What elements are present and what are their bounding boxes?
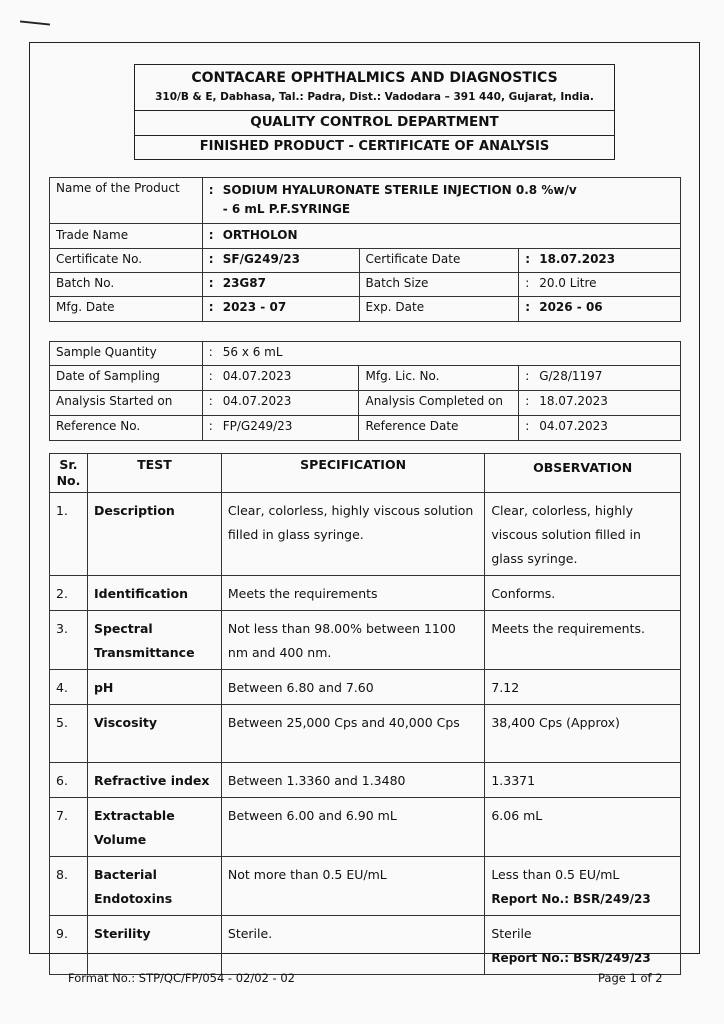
row-test: Bacterial Endotoxins bbox=[87, 857, 221, 916]
analysis-started-value: 04.07.2023 bbox=[222, 394, 292, 408]
exp-date-value: 2026 - 06 bbox=[539, 300, 603, 314]
row-observation bbox=[485, 857, 681, 916]
row-observation: 7.12 bbox=[485, 670, 681, 705]
certificate-date-field: : 18.07.2023 bbox=[519, 249, 681, 273]
exp-date-field: : 2026 - 06 bbox=[519, 297, 681, 322]
company-address: 310/B & E, Dabhasa, Tal.: Padra, Dist.: Vadodara – 391 440, Gujarat, India. bbox=[155, 91, 594, 103]
row-sr: 8. bbox=[50, 857, 88, 916]
reference-no-value: FP/G249/23 bbox=[222, 419, 293, 433]
row-sr: 6. bbox=[50, 763, 88, 798]
divider bbox=[135, 110, 614, 111]
batch-no-label: Batch No. bbox=[50, 273, 203, 297]
exp-date-label: Exp. Date bbox=[359, 297, 519, 322]
observation-text: Sterile bbox=[491, 926, 532, 941]
reference-no-label: Reference No. bbox=[50, 416, 203, 441]
row-observation: Meets the requirements. bbox=[485, 611, 681, 670]
row-test: Refractive index bbox=[87, 763, 221, 798]
row-sr: 4. bbox=[50, 670, 88, 705]
row-sr: 5. bbox=[50, 705, 88, 763]
row-test: Description bbox=[87, 493, 221, 576]
row-sr: 2. bbox=[50, 576, 88, 611]
mfg-date-field: : 2023 - 07 bbox=[202, 297, 359, 322]
sampling-date-label: Date of Sampling bbox=[50, 366, 203, 391]
reference-date-field: : 04.07.2023 bbox=[519, 416, 681, 441]
trade-name-label: Trade Name bbox=[50, 224, 203, 249]
row-sr: 1. bbox=[50, 493, 88, 576]
table-row bbox=[50, 763, 681, 798]
mfg-date-label: Mfg. Date bbox=[50, 297, 203, 322]
trade-name-value: ORTHOLON bbox=[222, 228, 298, 242]
row-observation: 6.06 mL bbox=[485, 798, 681, 857]
product-name-value: : SODIUM HYALURONATE STERILE INJECTION 0.8 %w/v - 6 mL P.F.SYRINGE bbox=[202, 178, 680, 224]
batch-no-value: 23G87 bbox=[222, 276, 266, 290]
row-test: Extractable Volume bbox=[87, 798, 221, 857]
sample-quantity-label: Sample Quantity bbox=[50, 342, 203, 366]
sampling-info-table bbox=[49, 341, 681, 441]
row-observation: Conforms. bbox=[485, 576, 681, 611]
table-row bbox=[50, 670, 681, 705]
observation-text: Less than 0.5 EU/mL bbox=[491, 867, 620, 882]
row-observation: 1.3371 bbox=[485, 763, 681, 798]
row-spec: Not more than 0.5 EU/mL bbox=[221, 857, 484, 916]
product-name-line1: SODIUM HYALURONATE STERILE INJECTION 0.8 %w/v bbox=[222, 183, 577, 197]
format-number: Format No.: STP/QC/FP/054 - 02/02 - 02 bbox=[68, 971, 295, 985]
table-row bbox=[50, 576, 681, 611]
table-row bbox=[50, 705, 681, 763]
table-row bbox=[50, 493, 681, 576]
mfg-date-value: 2023 - 07 bbox=[222, 300, 287, 314]
document-title: FINISHED PRODUCT - CERTIFICATE OF ANALYSIS bbox=[199, 139, 550, 154]
certificate-no-label: Certificate No. bbox=[50, 249, 203, 273]
report-number: Report No.: BSR/249/23 bbox=[491, 892, 651, 906]
header-observation: OBSERVATION bbox=[485, 454, 681, 493]
batch-no-field: : 23G87 bbox=[202, 273, 359, 297]
row-spec: Clear, colorless, highly viscous solution filled in glass syringe. bbox=[221, 493, 484, 576]
reference-date-value: 04.07.2023 bbox=[539, 419, 608, 433]
row-spec: Between 6.00 and 6.90 mL bbox=[221, 798, 484, 857]
row-spec: Not less than 98.00% between 1100 nm and 400 nm. bbox=[221, 611, 484, 670]
table-row bbox=[50, 798, 681, 857]
trade-name-field: : ORTHOLON bbox=[202, 224, 680, 249]
sampling-date-field: : 04.07.2023 bbox=[202, 366, 359, 391]
department-title: QUALITY CONTROL DEPARTMENT bbox=[250, 114, 499, 130]
batch-size-value: 20.0 Litre bbox=[539, 276, 597, 290]
scan-mark bbox=[20, 20, 50, 25]
row-spec: Between 25,000 Cps and 40,000 Cps bbox=[221, 705, 484, 763]
certificate-no-value: SF/G249/23 bbox=[222, 252, 300, 266]
certificate-date-value: 18.07.2023 bbox=[539, 252, 616, 266]
row-observation: Clear, colorless, highly viscous solution filled in glass syringe. bbox=[485, 493, 681, 576]
sampling-date-value: 04.07.2023 bbox=[222, 369, 292, 383]
row-test: Spectral Transmittance bbox=[87, 611, 221, 670]
product-name-line2: - 6 mL P.F.SYRINGE bbox=[222, 202, 351, 216]
certificate-date-label: Certificate Date bbox=[359, 249, 519, 273]
row-sr: 3. bbox=[50, 611, 88, 670]
header-test: TEST bbox=[87, 454, 221, 493]
divider bbox=[135, 135, 614, 136]
row-test: Sterility bbox=[87, 916, 221, 975]
analysis-started-label: Analysis Started on bbox=[50, 391, 203, 416]
report-number: Report No.: BSR/249/23 bbox=[491, 951, 651, 965]
reference-date-label: Reference Date bbox=[359, 416, 519, 441]
mfg-lic-label: Mfg. Lic. No. bbox=[359, 366, 519, 391]
table-row bbox=[50, 916, 681, 975]
row-sr: 7. bbox=[50, 798, 88, 857]
certificate-no-field: : SF/G249/23 bbox=[202, 249, 359, 273]
company-name: CONTACARE OPHTHALMICS AND DIAGNOSTICS bbox=[191, 70, 558, 86]
table-row bbox=[50, 857, 681, 916]
analysis-completed-value: 18.07.2023 bbox=[539, 394, 608, 408]
reference-no-field: : FP/G249/23 bbox=[202, 416, 359, 441]
row-observation: 38,400 Cps (Approx) bbox=[485, 705, 681, 763]
analysis-completed-label: Analysis Completed on bbox=[359, 391, 519, 416]
analysis-started-field: : 04.07.2023 bbox=[202, 391, 359, 416]
letterhead bbox=[134, 64, 615, 160]
product-info-table bbox=[49, 177, 681, 322]
batch-size-label: Batch Size bbox=[359, 273, 519, 297]
row-test: Identification bbox=[87, 576, 221, 611]
header-sr-no: Sr. No. bbox=[50, 454, 88, 493]
sample-quantity-field: : 56 x 6 mL bbox=[202, 342, 680, 366]
row-test: Viscosity bbox=[87, 705, 221, 763]
table-row bbox=[50, 611, 681, 670]
header-specification: SPECIFICATION bbox=[221, 454, 484, 493]
page-number: Page 1 of 2 bbox=[598, 971, 663, 985]
row-sr: 9. bbox=[50, 916, 88, 975]
row-test: pH bbox=[87, 670, 221, 705]
test-results-table bbox=[49, 453, 681, 975]
sample-quantity-value: 56 x 6 mL bbox=[222, 345, 283, 359]
row-spec: Meets the requirements bbox=[221, 576, 484, 611]
mfg-lic-field: : G/28/1197 bbox=[519, 366, 681, 391]
batch-size-field: : 20.0 Litre bbox=[519, 273, 681, 297]
row-observation bbox=[485, 916, 681, 975]
row-spec: Between 1.3360 and 1.3480 bbox=[221, 763, 484, 798]
row-spec: Between 6.80 and 7.60 bbox=[221, 670, 484, 705]
mfg-lic-value: G/28/1197 bbox=[539, 369, 603, 383]
row-spec: Sterile. bbox=[221, 916, 484, 975]
analysis-completed-field: : 18.07.2023 bbox=[519, 391, 681, 416]
product-name-label: Name of the Product bbox=[50, 178, 203, 224]
